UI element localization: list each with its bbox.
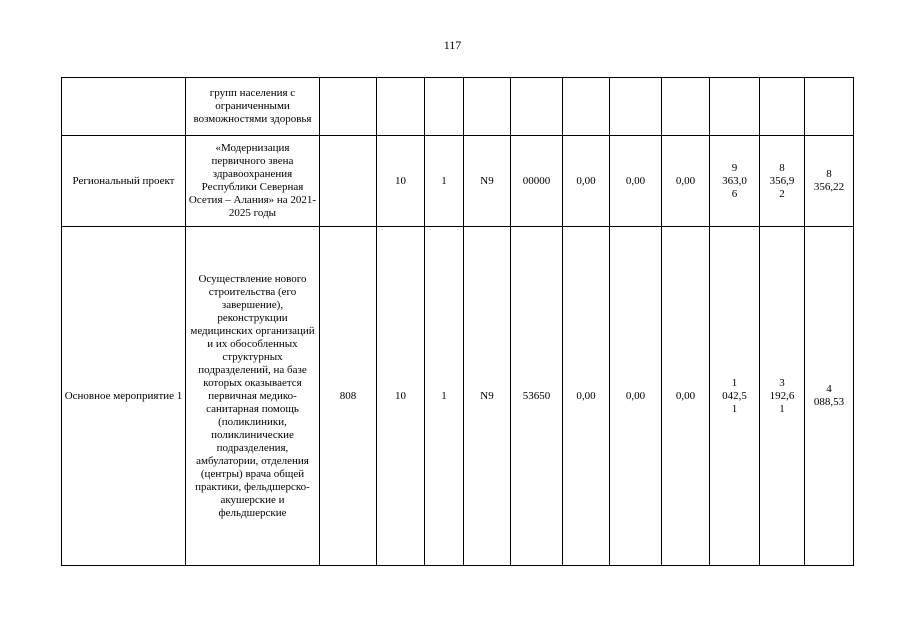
cell-subsection: 1 <box>425 136 464 227</box>
value-part: 2 <box>779 187 785 200</box>
cell-year-value: 0,00 <box>610 227 662 566</box>
cell-target-code: N9 <box>464 136 511 227</box>
value-part: 9 <box>731 161 738 174</box>
row-description: Осуществление нового строительства (его завершение), реконструкции медицинских организаций и их обособленных структурных подразделений, на базе которых оказывается первичная медико-санитарная помощь (поликлиники, поликлинические подразделения, амбулатории, отделения (центры) врача общей практики, фельдшерско-акушерские и фельдшерские <box>186 227 320 566</box>
cell-year-value <box>805 136 854 227</box>
row-label <box>62 78 186 136</box>
cell-year-value <box>710 78 760 136</box>
cell-year-value <box>710 136 760 227</box>
row-label: Региональный проект <box>62 136 186 227</box>
value-part: 8 <box>779 161 785 174</box>
cell-section: 10 <box>377 227 425 566</box>
value-part: 1 <box>779 402 785 415</box>
value-part: 042,5 <box>722 389 747 402</box>
cell-target-subcode: 00000 <box>511 136 563 227</box>
page-number: 117 <box>443 38 462 52</box>
cell-target-subcode: 53650 <box>511 227 563 566</box>
cell-year-value: 0,00 <box>662 136 710 227</box>
row-label: Основное мероприятие 1 <box>62 227 186 566</box>
table-row <box>62 227 854 566</box>
value-part: 192,6 <box>769 389 795 402</box>
value-part: 356,22 <box>813 181 845 193</box>
cell-year-value: 0,00 <box>563 227 610 566</box>
cell-subsection: 1 <box>425 227 464 566</box>
cell-year-value: 0,00 <box>563 136 610 227</box>
cell-grbs <box>320 136 377 227</box>
cell-grbs <box>320 78 377 136</box>
cell-year-value: 0,00 <box>662 227 710 566</box>
cell-target-code <box>464 78 511 136</box>
value-part: 356,9 <box>769 174 795 187</box>
cell-year-value <box>710 227 760 566</box>
cell-year-value <box>760 78 805 136</box>
value-part: 1 <box>731 402 738 415</box>
cell-year-value <box>760 227 805 566</box>
cell-year-value: 0,00 <box>610 136 662 227</box>
table-row <box>62 78 854 136</box>
cell-grbs: 808 <box>320 227 377 566</box>
cell-year-value <box>563 78 610 136</box>
cell-target-subcode <box>511 78 563 136</box>
cell-section: 10 <box>377 136 425 227</box>
value-part: 3 <box>779 376 785 389</box>
cell-year-value <box>662 78 710 136</box>
cell-year-value <box>760 136 805 227</box>
row-description: «Модернизация первичного звена здравоохранения Республики Северная Осетия – Алания» на 2021-2025 годы <box>186 136 320 227</box>
cell-target-code: N9 <box>464 227 511 566</box>
cell-section <box>377 78 425 136</box>
budget-table <box>61 77 854 566</box>
value-part: 363,0 <box>722 174 747 187</box>
cell-year-value <box>805 227 854 566</box>
row-description: групп населения с ограниченными возможностями здоровья <box>186 78 320 136</box>
value-part: 4 <box>826 383 832 395</box>
cell-year-value <box>610 78 662 136</box>
cell-subsection <box>425 78 464 136</box>
value-part: 088,53 <box>813 396 845 408</box>
value-part: 8 <box>826 168 832 180</box>
cell-year-value <box>805 78 854 136</box>
value-part: 6 <box>731 187 738 200</box>
value-part: 1 <box>731 376 738 389</box>
table-row <box>62 136 854 227</box>
